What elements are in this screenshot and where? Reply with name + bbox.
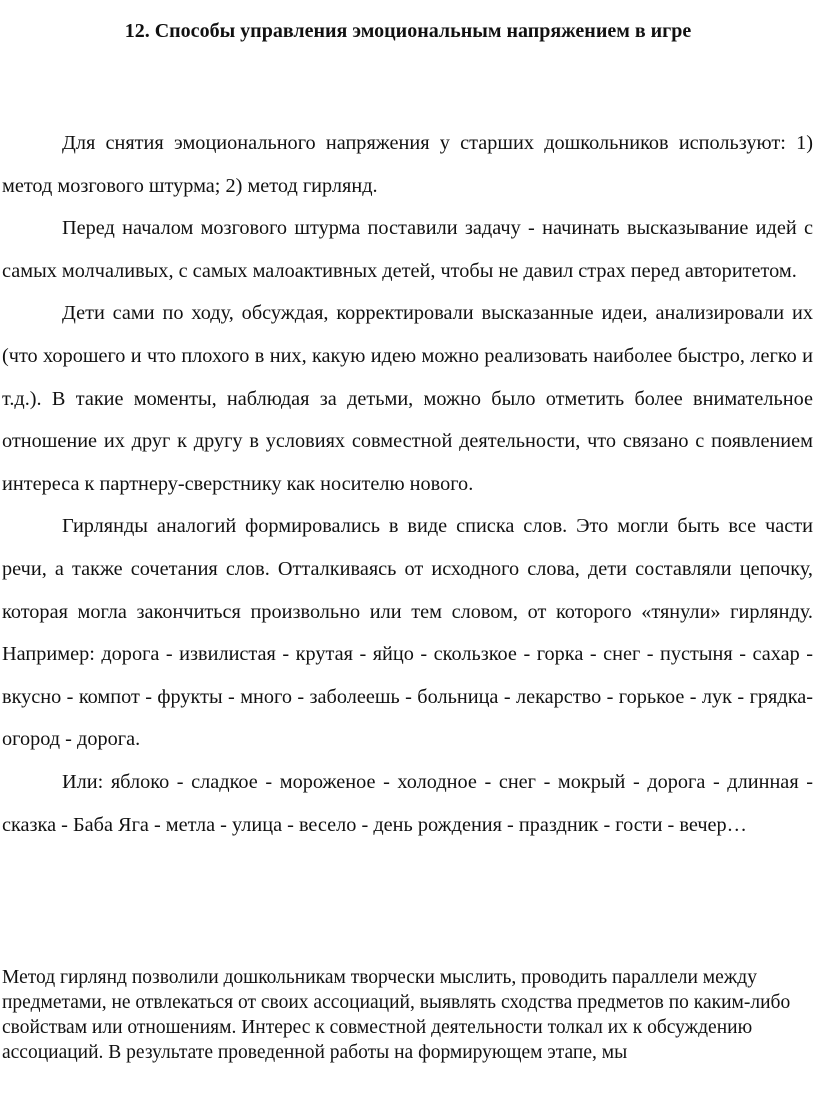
paragraph-brainstorm-task: Перед началом мозгового штурма поставили задачу - начинать высказывание идей с самых молчаливых, с самых малоактивных детей, чтобы не давил страх перед авторитетом. [2, 217, 813, 282]
paragraph-second-example: Или: яблоко - сладкое - мороженое - холодное - снег - мокрый - дорога - длинная - сказка - Баба Яга - метла - улица - весело - день рождения - праздник - гости - вечер… [2, 770, 813, 836]
paragraph-conclusion: Метод гирлянд позволили дошкольникам творчески мыслить, проводить параллели между предметами, не отвлекаться от своих ассоциаций, выявлять сходства предметов по каким-либо свойствам или отношениям. Интерес к совместной деятельности толкал их к обсуждению ассоциаций. В результате проведенной работы на формирующем этапе, мы [2, 967, 791, 1063]
document-body [2, 122, 813, 846]
paragraph-intro: Для снятия эмоционального напряжения у старших дошкольников используют: 1) метод мозгового штурма; 2) метод гирлянд. [2, 132, 813, 197]
page-title: 12. Способы управления эмоциональным напряжением в игре [124, 20, 692, 43]
paragraph-children-discussion: Дети сами по ходу, обсуждая, корректировали высказанные идеи, анализировали их (что хорошего и что плохого в них, какую идею можно реализовать наиболее быстро, легко и т.д.). В такие моменты, наблюдая за детьми, можно было отметить более внимательное отношение их друг к другу в условиях совместной деятельности, что связано с появлением интереса к партнеру-сверстнику как носителю нового. [2, 302, 813, 495]
paragraph-analogy-garlands: Гирлянды аналогий формировались в виде списка слов. Это могли быть все части речи, а также сочетания слов. Отталкиваясь от исходного слова, дети составляли цепочку, которая могла закончиться произвольно или тем словом, от которого «тянули» гирлянду. Например: дорога - извилистая - крутая - яйцо - скользкое - горка - снег - пустыня - сахар - вкусно - компот - фрукты - много - заболеешь - больница - лекарство - горькое - лук - грядка- огород - дорога. [2, 515, 813, 751]
